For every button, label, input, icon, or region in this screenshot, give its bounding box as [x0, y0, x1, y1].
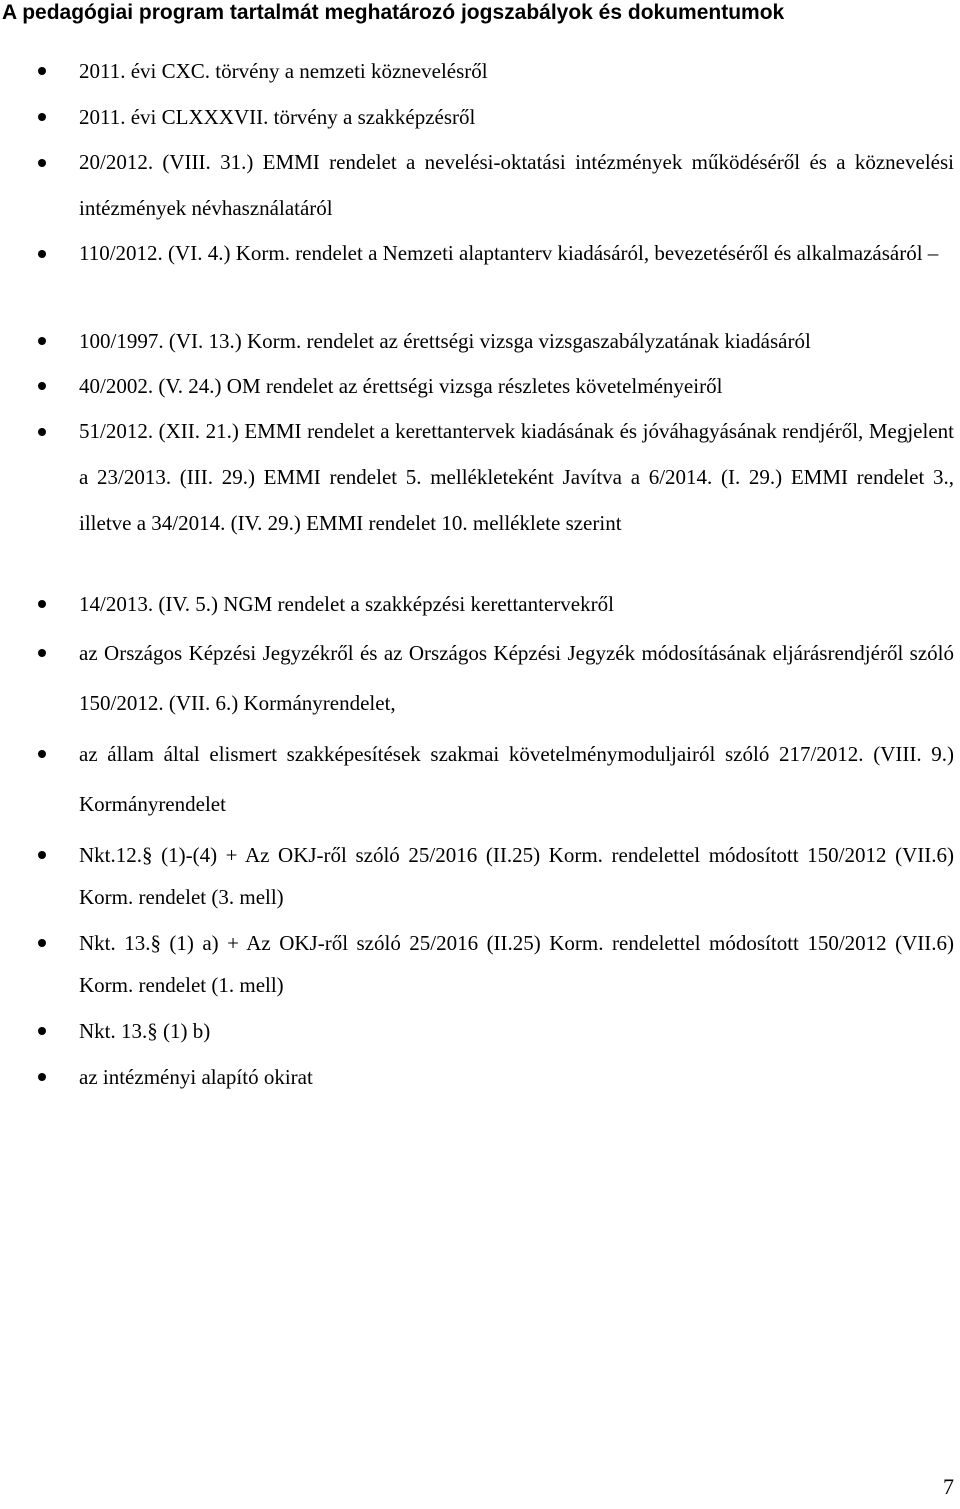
list-item: 2011. évi CLXXXVII. törvény a szakképzésről: [79, 105, 476, 129]
list-item: 110/2012. (VI. 4.) Korm. rendelet a Nemzeti alaptanterv kiadásáról, bevezetéséről és alkalmazásáról –: [79, 241, 939, 265]
list-item: 2011. évi CXC. törvény a nemzeti köznevelésről: [79, 59, 488, 83]
list-item: Nkt. 13.§ (1) a) + Az OKJ-ről szóló 25/2016 (II.25) Korm. rendelettel módosított 150/2012 (VII.6) Korm. rendelet (1. mell): [79, 931, 954, 997]
list-bullet: [38, 250, 46, 258]
list-bullet: [38, 382, 46, 390]
list-item: 14/2013. (IV. 5.) NGM rendelet a szakképzési kerettantervekről: [79, 592, 614, 616]
list-bullet: [38, 159, 46, 167]
list-item: az állam által elismert szakképesítések szakmai követelménymoduljairól szóló 217/2012. (VIII. 9.) Kormányrendelet: [79, 742, 954, 816]
list-bullet: [38, 337, 46, 345]
list-item: az Országos Képzési Jegyzékről és az Országos Képzési Jegyzék módosításának eljárásrendjéről szóló 150/2012. (VII. 6.) Kormányrendelet,: [79, 641, 954, 715]
list-bullet: [38, 939, 46, 947]
list-bullet: [38, 851, 46, 859]
list-bullet: [38, 1073, 46, 1081]
list-item: 51/2012. (XII. 21.) EMMI rendelet a kerettantervek kiadásának és jóváhagyásának rendjéről, Megjelent a 23/2013. (III. 29.) EMMI rendelet 5. mellékleteként Javítva a 6/2014. (I. 29.) EMMI rendelet 3., illetve a 34/2014. (IV. 29.) EMMI rendelet 10. melléklete szerint: [79, 419, 954, 535]
list-bullet: [38, 750, 46, 758]
list-bullet: [38, 113, 46, 121]
list-item: Nkt.12.§ (1)-(4) + Az OKJ-ről szóló 25/2016 (II.25) Korm. rendelettel módosított 150/2012 (VII.6) Korm. rendelet (3. mell): [79, 843, 954, 909]
list-bullet: [38, 600, 46, 608]
page-title: A pedagógiai program tartalmát meghatározó jogszabályok és dokumentumok: [2, 1, 785, 24]
list-item: Nkt. 13.§ (1) b): [79, 1019, 211, 1043]
page-number: 7: [943, 1474, 954, 1499]
list-item: 20/2012. (VIII. 31.) EMMI rendelet a nevelési-oktatási intézmények működéséről és a köznevelési intézmények névhasználatáról: [79, 150, 954, 220]
list-item: 100/1997. (VI. 13.) Korm. rendelet az érettségi vizsga vizsgaszabályzatának kiadásáról: [79, 329, 811, 353]
list-bullet: [38, 67, 46, 75]
list-item: az intézményi alapító okirat: [79, 1065, 313, 1089]
list-bullet: [38, 1027, 46, 1035]
list-bullet: [38, 649, 46, 657]
list-bullet: [38, 428, 46, 436]
list-item: 40/2002. (V. 24.) OM rendelet az érettségi vizsga részletes követelményeiről: [79, 374, 723, 398]
